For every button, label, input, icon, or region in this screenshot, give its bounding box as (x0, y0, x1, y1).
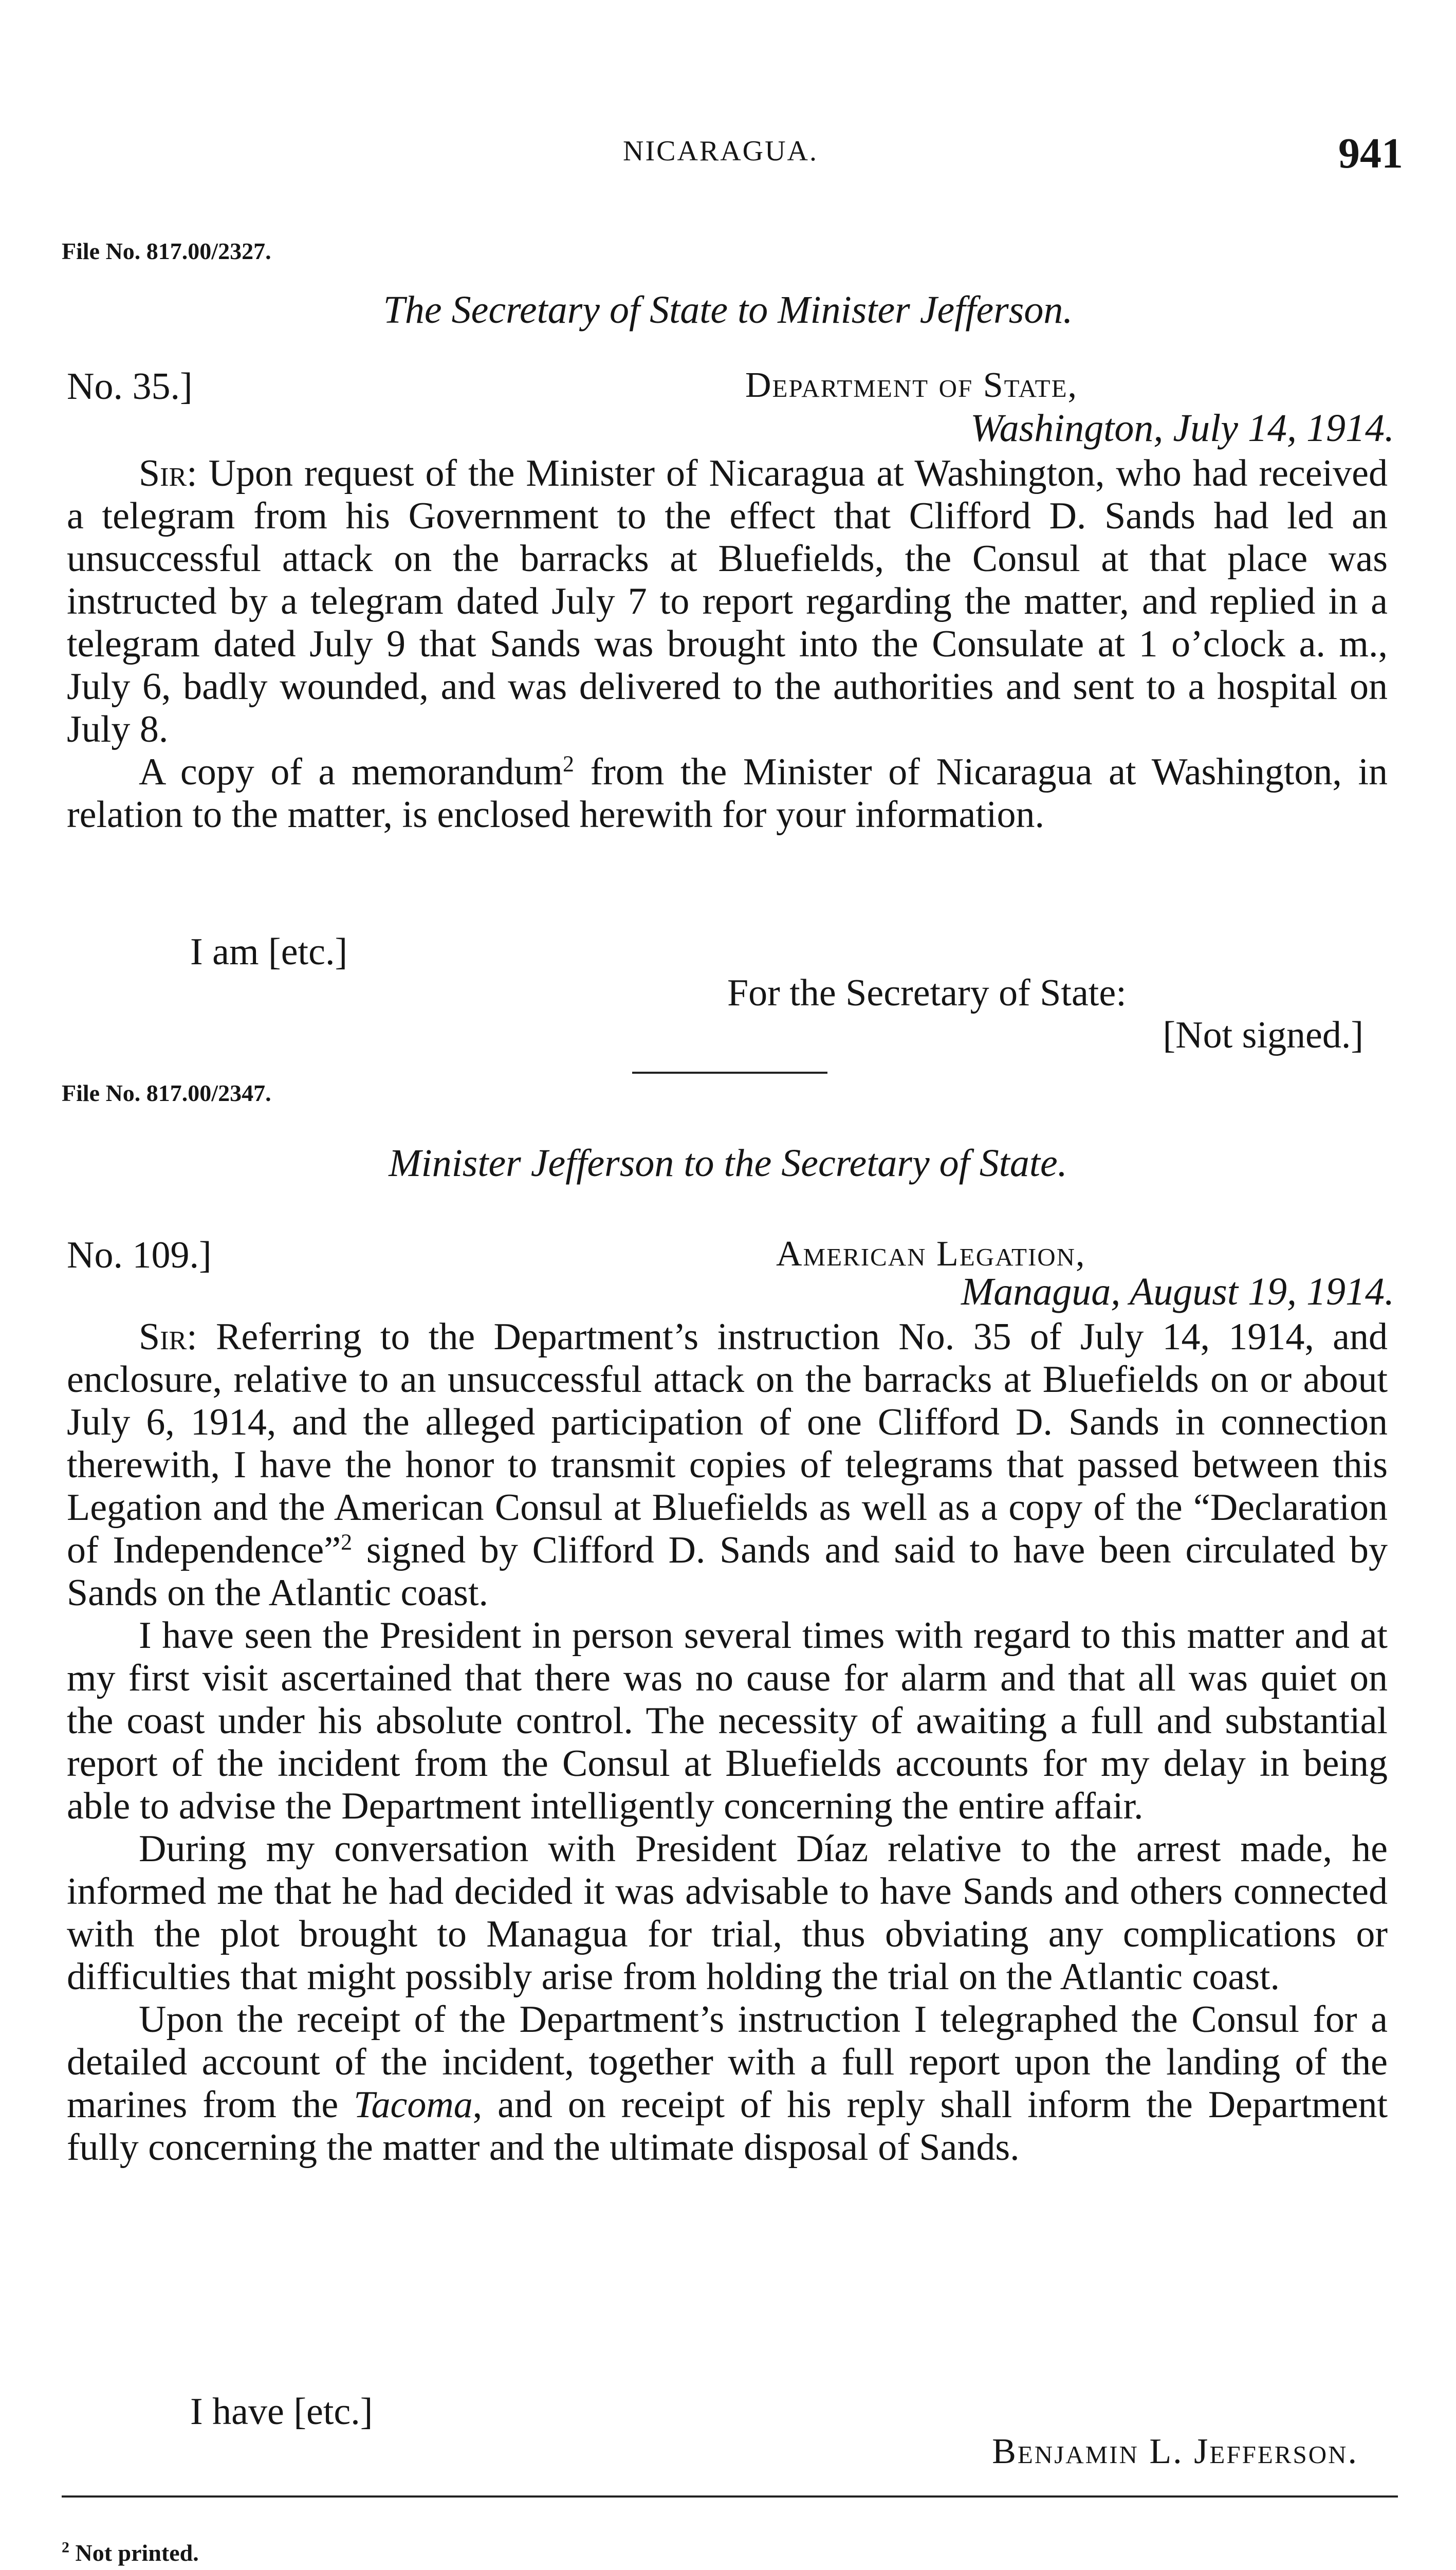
doc2-paragraph-1 (67, 1316, 1388, 1614)
doc1-p2-start: A copy of a memorandum (139, 751, 563, 793)
doc2-p1-start: Referring to the Department’s instruction No. 35 of July 14, 1914, and enclosure, relative to an unsuccessful attack on the barracks at Bluefields on or about July 6, 1914, and the alleged participation of one Clifford D. Sands in connection therewith, I have the honor to transmit copies of telegrams that passed between this Legation and the American Consul at Bluefields as well as a copy of the “Declaration of Independence” (67, 1316, 1388, 1571)
page-number: 941 (1338, 130, 1403, 177)
file-number-1: File No. 817.00/2327. (62, 238, 271, 264)
doc1-body (67, 452, 1388, 836)
doc2-body (67, 1316, 1388, 2169)
doc2-dateline: Managua, August 19, 1914. (961, 1270, 1394, 1313)
doc2-closing: I have [etc.] (190, 2391, 373, 2433)
doc2-p4-end: , and on receipt of his reply shall inform the Department fully concerning the matter and the ultimate disposal of Sands. (67, 2084, 1388, 2169)
doc2-paragraph-4 (67, 1998, 1388, 2169)
doc1-paragraph-2 (67, 751, 1388, 836)
footnote-ref: 2 (562, 751, 574, 777)
footnote-ref: 2 (341, 1529, 353, 1555)
running-title: NICARAGUA. (623, 135, 818, 167)
file-number-2: File No. 817.00/2347. (62, 1080, 271, 1106)
doc2-department: American Legation, (776, 1234, 1086, 1274)
footnote-mark: 2 (62, 2539, 69, 2556)
doc1-salutation: Sir: (139, 452, 197, 494)
doc1-title: The Secretary of State to Minister Jefferson. (383, 288, 1073, 332)
doc2-paragraph-2: I have seen the President in person several times with regard to this matter and at my first visit ascertained that there was no cause for alarm and that all was quiet on the coast under his absolute control. The necessity of awaiting a full and substantial report of the incident from the Consul at Bluefields accounts for my delay in being able to advise the Department intelligently concerning the entire affair. (67, 1614, 1388, 1827)
doc1-closing: I am [etc.] (190, 931, 348, 973)
doc1-for-secretary: For the Secretary of State: (727, 972, 1127, 1014)
doc1-not-signed: [Not signed.] (1163, 1014, 1363, 1056)
doc1-p1-text: Upon request of the Minister of Nicaragua at Washington, who had received a telegram from his Government to the effect that Clifford D. Sands had led an unsuccessful attack on the barracks at Bluefields, the Consul at that place was instructed by a telegram dated July 7 to report regarding the matter, and replied in a telegram dated July 9 that Sands was brought into the Consulate at 1 o’clock a. m., July 6, badly wounded, and was delivered to the authorities and sent to a hospital on July 8. (67, 452, 1388, 750)
ship-name: Tacoma (354, 2084, 473, 2126)
doc2-p1-end: signed by Clifford D. Sands and said to have been circulated by Sands on the Atlantic coast. (67, 1529, 1388, 1614)
doc2-paragraph-3: During my conversation with President Díaz relative to the arrest made, he informed me that he had decided it was advisable to have Sands and others connected with the plot brought to Managua for trial, thus obviating any complications or difficulties that might possibly arise from holding the trial on the Atlantic coast. (67, 1828, 1388, 1998)
doc2-title: Minister Jefferson to the Secretary of State. (389, 1142, 1067, 1185)
doc2-number: No. 109.] (67, 1234, 212, 1276)
doc2-p4-start: Upon the receipt of the Department’s instruction I telegraphed the Consul for a detailed account of the incident, together with a full report upon the landing of the marines from the (67, 1998, 1388, 2126)
footnote-text: Not printed. (69, 2540, 199, 2566)
section-divider (632, 1072, 827, 1074)
doc2-salutation: Sir: (139, 1316, 197, 1358)
footnote (62, 2539, 199, 2566)
doc1-dateline: Washington, July 14, 1914. (970, 407, 1394, 450)
doc1-number: No. 35.] (67, 365, 193, 408)
footnote-rule (62, 2495, 1398, 2498)
doc1-paragraph-1 (67, 452, 1388, 751)
doc1-department: Department of State, (745, 365, 1078, 405)
doc1-p2-end: from the Minister of Nicaragua at Washington, in relation to the matter, is enclosed herewith for your information. (67, 751, 1388, 836)
doc2-signature: Benjamin L. Jefferson. (992, 2432, 1358, 2471)
